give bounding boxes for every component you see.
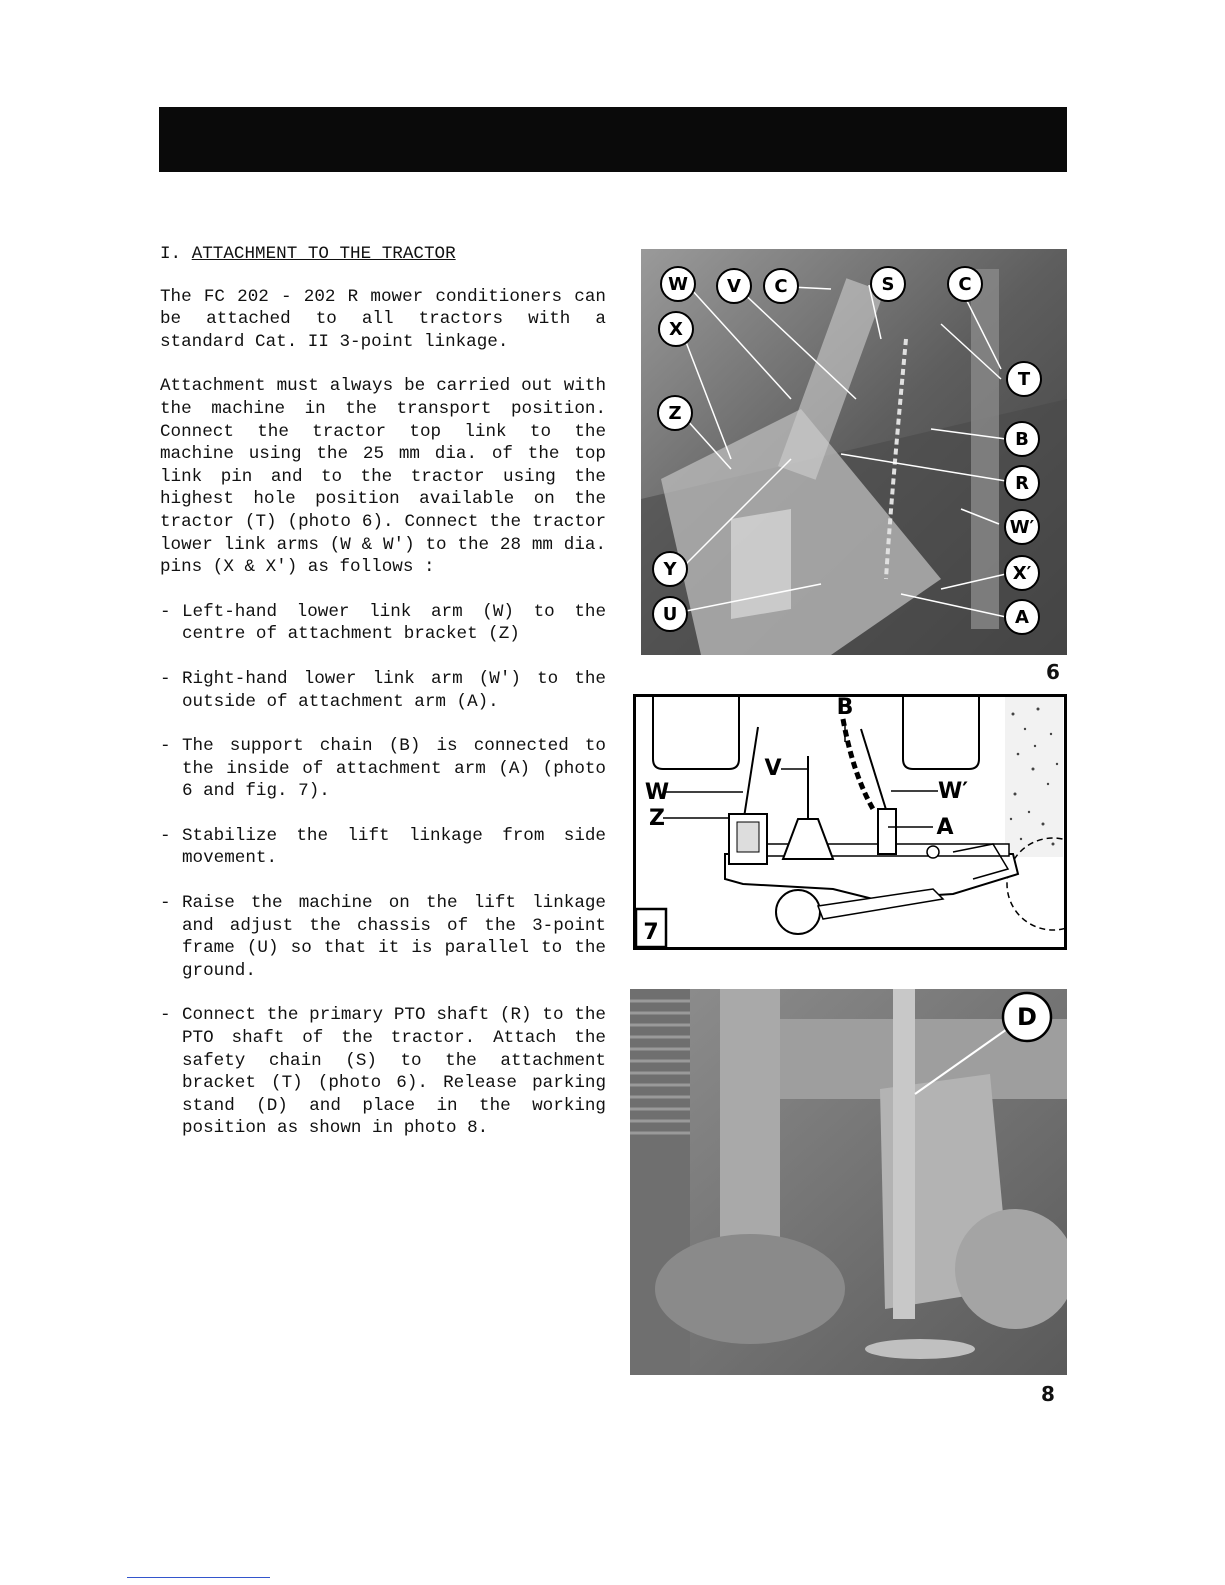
callout-label: D: [1017, 1003, 1037, 1031]
figure-number: 8: [1041, 1382, 1055, 1406]
figure-7-diagram: [633, 694, 1067, 950]
list-item: [160, 668, 606, 713]
bullet-marker: -: [160, 893, 171, 914]
callout-label: B: [1015, 429, 1029, 450]
list-item: [160, 892, 606, 982]
diagram-label: Z: [649, 806, 665, 831]
callout-label: Y: [663, 559, 677, 580]
bullet-marker: -: [160, 1005, 171, 1026]
paragraph-intro: The FC 202 - 202 R mower conditioners can be attached to all tractors with a standard Cat. II 3-point linkage.: [160, 286, 606, 352]
callout-label: A: [1015, 607, 1029, 628]
list-item: [160, 1004, 606, 1140]
photo-6: [641, 249, 1067, 655]
photo-8: [630, 989, 1067, 1375]
list-item: [160, 601, 606, 646]
callout-label: U: [662, 604, 678, 625]
list-item: [160, 825, 606, 870]
diagram-label: W: [644, 780, 670, 805]
list-item: [160, 735, 606, 803]
callout-label: R: [1015, 473, 1029, 494]
callout-label: C: [958, 274, 972, 295]
bullet-text: Left-hand lower link arm (W) to the centre of attachment bracket (Z): [182, 601, 606, 645]
bullet-text: Connect the primary PTO shaft (R) to the PTO shaft of the tractor. Attach the safety chain (S) to the attachment bracket (T) (photo 6). Release parking stand (D) and place in the working position as shown in photo 8.: [182, 1005, 606, 1139]
text-column: [160, 243, 606, 1162]
callout-label: X: [669, 319, 683, 340]
callout-label: T: [1017, 369, 1031, 390]
bullet-marker: -: [160, 736, 171, 757]
diagram-label: A: [936, 815, 954, 840]
footer-line: [127, 1577, 270, 1578]
diagram-label: V: [764, 756, 782, 781]
callout-label: X′: [1012, 563, 1032, 584]
callout-label: Z: [668, 403, 682, 424]
callout-label: V: [727, 276, 741, 297]
diagram-label: W′: [937, 779, 969, 804]
paragraph-attachment: Attachment must always be carried out with the machine in the transport position. Connect the tractor top link to the machine using the 25 mm dia. of the top link pin and to the tractor using the highest hole position available on the tractor (T) (photo 6). Connect the tractor lower link arms (W & W') to the 28 mm dia. pins (X & X') as follows :: [160, 376, 606, 578]
bullet-marker: -: [160, 668, 171, 689]
diagram-label: B: [836, 695, 854, 720]
figure-number: 6: [1046, 660, 1060, 684]
callout-label: W′: [1009, 517, 1035, 538]
bullet-text: Right-hand lower link arm (W') to the outside of attachment arm (A).: [182, 668, 606, 712]
bullet-text: Stabilize the lift linkage from side movement.: [182, 825, 606, 869]
section-number: I.: [160, 244, 182, 264]
callout-label: W: [668, 274, 688, 295]
bullet-marker: -: [160, 825, 171, 846]
bullet-marker: -: [160, 601, 171, 622]
header-bar: [159, 107, 1067, 172]
callout-label: C: [774, 276, 788, 297]
bullet-text: The support chain (B) is connected to the inside of attachment arm (A) (photo 6 and fig. 7).: [182, 736, 606, 802]
section-heading: [160, 243, 606, 266]
callout-label: S: [881, 274, 895, 295]
section-title: ATTACHMENT TO THE TRACTOR: [191, 244, 456, 264]
figure-number: 7: [643, 920, 659, 945]
bullet-text: Raise the machine on the lift linkage and adjust the chassis of the 3-point frame (U) so that it is parallel to the ground.: [182, 893, 606, 981]
